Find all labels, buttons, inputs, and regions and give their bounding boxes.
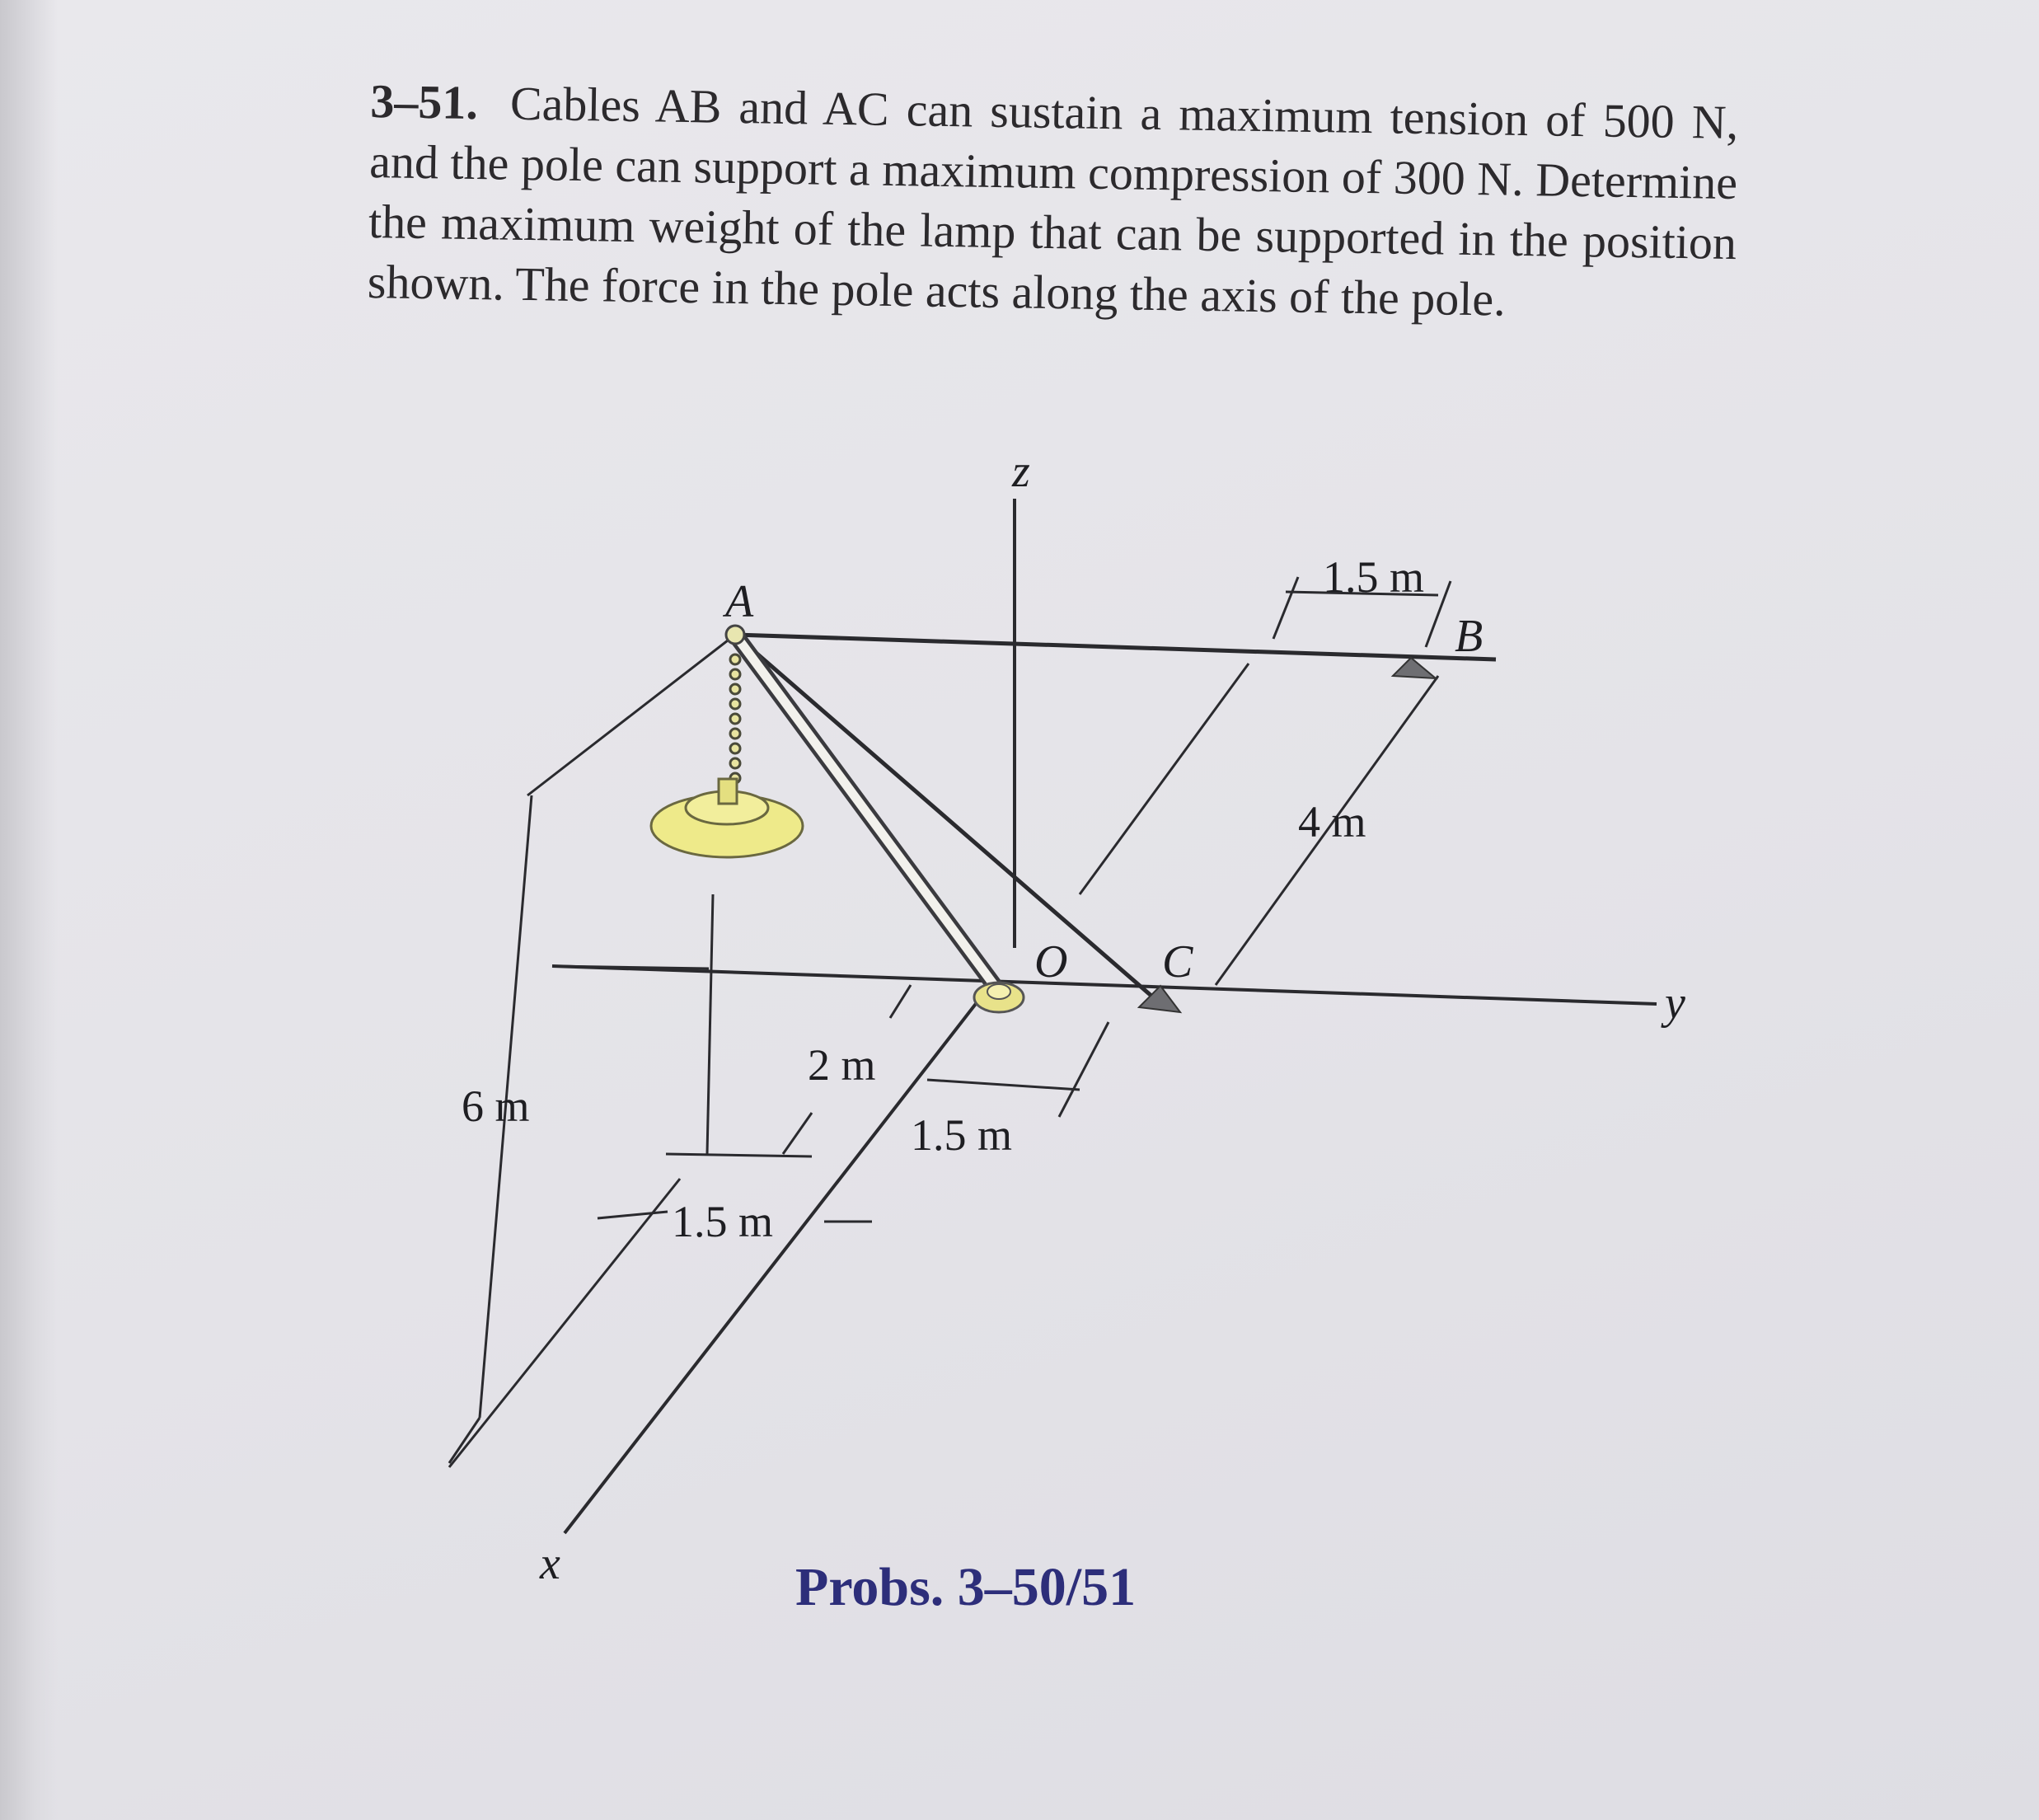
height-extension-bottom [449,1418,480,1463]
y-axis [552,966,1657,1004]
label-b: B [1455,611,1484,662]
label-c: C [1162,936,1193,987]
x-axis [565,997,981,1533]
label-y-axis: y [1665,978,1685,1029]
x-offset-tick-top [890,985,911,1018]
height-extension-top [527,635,735,795]
b-offset-tick-right [1426,581,1451,647]
lamp-y-offset-label: 1.5 m [672,1197,774,1246]
lamp-projection-line [707,894,713,1154]
problem-number: 3–51. [369,73,479,130]
x-offset-dim-label: 2 m [808,1040,876,1090]
problem-text: Cables AB and AC can sustain a maximum tension of 500 N, and the pole can support a maximum compression of 300 N. Determine the maximum weight of the lamp that can be supported in the position shown. The force in the pole acts along the axis of the pole. [367,76,1739,326]
lamp-x-extension [449,1179,680,1467]
support-b [1393,658,1436,678]
b-distance-label: 4 m [1298,797,1366,847]
c-offset-label: 1.5 m [911,1110,1013,1160]
pole-base-socket [987,984,1010,999]
b-offset-tick-left [1273,577,1298,639]
label-o: O [1034,936,1068,987]
c-offset-dimension [927,1080,1080,1090]
lamp-chain [730,654,740,783]
lamp-ground-line [666,1154,812,1156]
x-offset-tick-bottom [783,1113,812,1154]
joint-a [726,626,744,644]
figure-caption: Probs. 3–50/51 [795,1557,1137,1617]
b-origin-extension [1080,664,1249,894]
lamp [651,779,803,857]
label-a: A [725,576,754,627]
b-offset-label: 1.5 m [1323,552,1425,602]
label-z-axis: z [1012,446,1030,497]
c-offset-tick [1059,1022,1109,1117]
label-x-axis: x [540,1538,560,1589]
lamp-y-offset-left [598,1212,668,1218]
cable-ab [735,635,1496,659]
height-dim-label: 6 m [462,1081,530,1131]
